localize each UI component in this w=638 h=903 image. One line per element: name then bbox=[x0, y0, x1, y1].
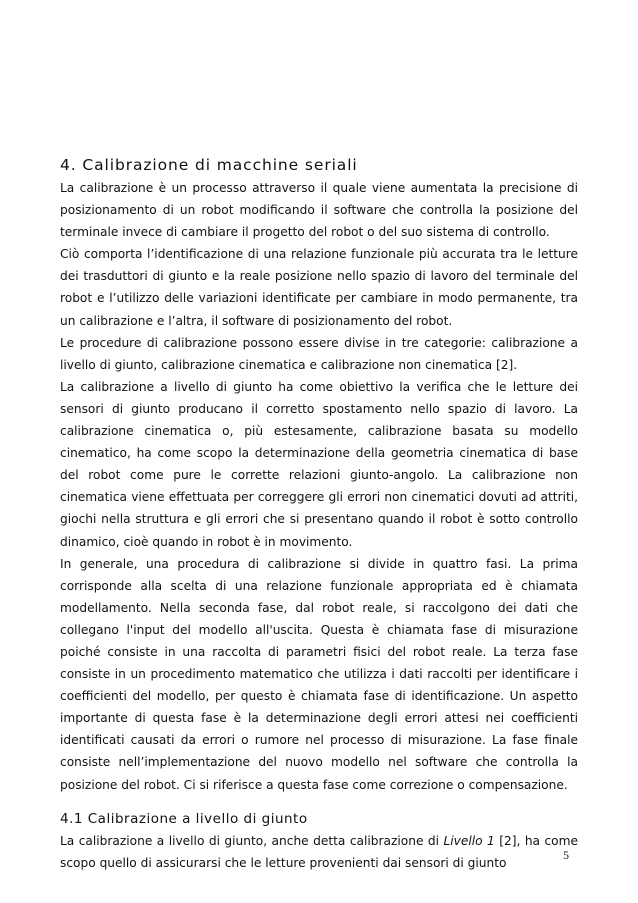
section-heading: 4. Calibrazione di macchine seriali bbox=[60, 156, 358, 174]
paragraph-2: Ciò comporta l’identificazione di una relazione funzionale più accurata tra le letture dei trasduttori di giunto e la reale posizione nello spazio di lavoro del terminale del robot e l’utilizzo delle variazioni identificate per cambiare in modo permanente, tra un calibrazione e l’altra, il software di posizionamento del robot. bbox=[60, 247, 578, 328]
paragraph-4: La calibrazione a livello di giunto ha come obiettivo la verifica che le letture dei sensori di giunto producano il corretto spostamento nello spazio di lavoro. La calibrazione cinematica o, più estesamente, calibrazione basata su modello cinematico, ha come scopo la determinazione della geometria cinematica di base del robot come pure le corrette relazioni giunto-angolo. La calibrazione non cinematica viene effettuata per correggere gli errori non cinematici dovuti ad attriti, giochi nella struttura e gli errori che si presentano quando il robot è sotto controllo dinamico, cioè quando in robot è in movimento. bbox=[60, 379, 578, 549]
subsection-text-before: La calibrazione a livello di giunto, anche detta calibrazione di bbox=[60, 833, 444, 848]
paragraph-1: La calibrazione è un processo attraverso il quale viene aumentata la precisione di posizionamento di un robot modificando il software che controlla la posizione del terminale invece di cambiare il progetto del robot o del suo sistema di controllo. bbox=[60, 181, 578, 240]
paragraph-3: Le procedure di calibrazione possono essere divise in tre categorie: calibrazione a livello di giunto, calibrazione cinematica e calibrazione non cinematica [2]. bbox=[60, 335, 578, 372]
page-content bbox=[60, 153, 578, 874]
paragraph-5: In generale, una procedura di calibrazione si divide in quattro fasi. La prima corrisponde alla scelta di una relazione funzionale appropriata ed è chiamata modellamento. Nella seconda fase, dal robot reale, si raccolgono dei dati che collegano l'input del modello all'uscita. Questa è chiamata fase di misurazione poiché consiste in una raccolta di parametri fisici del robot reale. La terza fase consiste in un procedimento matematico che utilizza i dati raccolti per identificare i coefficienti del modello, per questo è chiamata fase di identificazione. Un aspetto importante di questa fase è la determinazione degli errori attesi nei coefficienti identificati causati da errori o rumore nel processo di misurazione. La fase finale consiste nell’implementazione del nuovo modello nel software che controlla la posizione del robot. Ci si riferisce a questa fase come correzione o compensazione. bbox=[60, 556, 578, 792]
subsection-text-after: [2], ha come scopo quello di assicurarsi che le letture provenienti dai sensori di giunto bbox=[60, 833, 579, 870]
subsection-paragraph bbox=[60, 830, 578, 874]
subsection-text-italic: Livello 1 bbox=[443, 833, 495, 848]
page-number: 5 bbox=[563, 848, 569, 862]
subsection-heading: 4.1 Calibrazione a livello di giunto bbox=[60, 810, 308, 827]
